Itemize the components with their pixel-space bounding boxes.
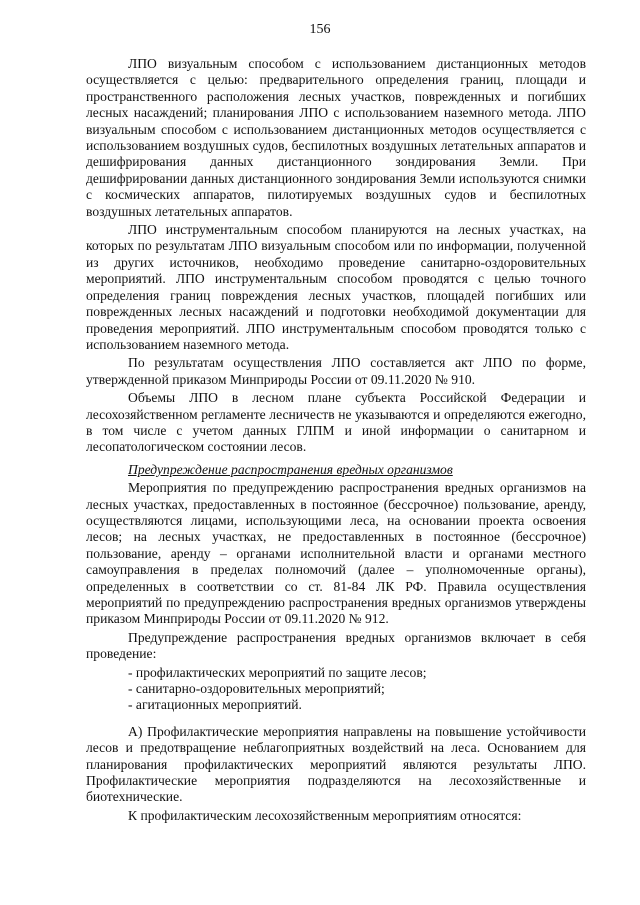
paragraph: ЛПО визуальным способом с использованием дистанционных методов осуществляется с целью: предварительного определения границ, площади и пространственного расположения лесных участков, поврежденных и погибших лесных насаждений; планирования ЛПО с использованием наземного метода. ЛПО визуальным способом с использованием дистанционных методов осуществляется с использованием воздушных судов, беспилотных воздушных летательных аппаратов и дешифрирования данных дистанционного зондирования Земли. При дешифрировании данных дистанционного зондирования Земли используются снимки с космических аппаратов, пилотируемых воздушных судов и беспилотных воздушных летательных аппаратов. — [86, 56, 586, 219]
paragraph: А) Профилактические мероприятия направлены на повышение устойчивости лесов и предотвращение неблагоприятных воздействий на леса. Основанием для планирования профилактических мероприятий являются результаты ЛПО. Профилактические мероприятия подразделяются на лесохозяйственные и биотехнические. — [86, 723, 586, 805]
list-item: - агитационных мероприятий. — [128, 697, 302, 713]
document-body — [86, 56, 586, 826]
paragraph: Объемы ЛПО в лесном плане субъекта Российской Федерации и лесохозяйственном регламенте лесничеств не указываются и определяются ежегодно, в том числе с учетом данных ГЛПМ и иной информации о санитарном и лесопатологическом состоянии лесов. — [86, 390, 586, 455]
paragraph: Мероприятия по предупреждению распространения вредных организмов на лесных участках, предоставленных в постоянное (бессрочное) пользование, аренду, осуществляются лицами, использующими леса, на основании проекта освоения лесов; на лесных участках, не предоставленных в постоянное (бессрочное) пользование, аренду – органами исполнительной власти и органами местного самоуправления в пределах полномочий (далее – уполномоченные органы), определенных в соответствии со ст. 81-84 ЛК РФ. Правила осуществления мероприятий по предупреждению распространения вредных организмов утверждены приказом Минприроды России от 09.11.2020 № 912. — [86, 480, 586, 627]
paragraph: Предупреждение распространения вредных организмов включает в себя проведение: — [86, 629, 586, 662]
spacer — [86, 714, 586, 724]
section-heading: Предупреждение распространения вредных организмов — [128, 461, 453, 477]
measures-list — [86, 665, 586, 714]
paragraph: ЛПО инструментальным способом планируются на лесных участках, на которых по результатам ЛПО визуальным способом или по информации, полученной из других источников, необходимо проведение санитарно-оздоровительных мероприятий. ЛПО инструментальным способом проводятся с целью точного определения границ повреждения лесных участков, площадей погибших или поврежденных лесных насаждений и подготовки необходимой документации для проведения мероприятий. ЛПО инструментальным способом проводятся только с использованием наземного метода. — [86, 222, 586, 352]
list-item: - профилактических мероприятий по защите лесов; — [128, 664, 427, 680]
paragraph: По результатам осуществления ЛПО составляется акт ЛПО по форме, утвержденной приказом Минприроды России от 09.11.2020 № 910. — [86, 355, 586, 387]
paragraph: К профилактическим лесохозяйственным мероприятиям относятся: — [128, 807, 522, 823]
page-number: 156 — [309, 22, 331, 37]
list-item: - санитарно-оздоровительных мероприятий; — [128, 681, 385, 697]
